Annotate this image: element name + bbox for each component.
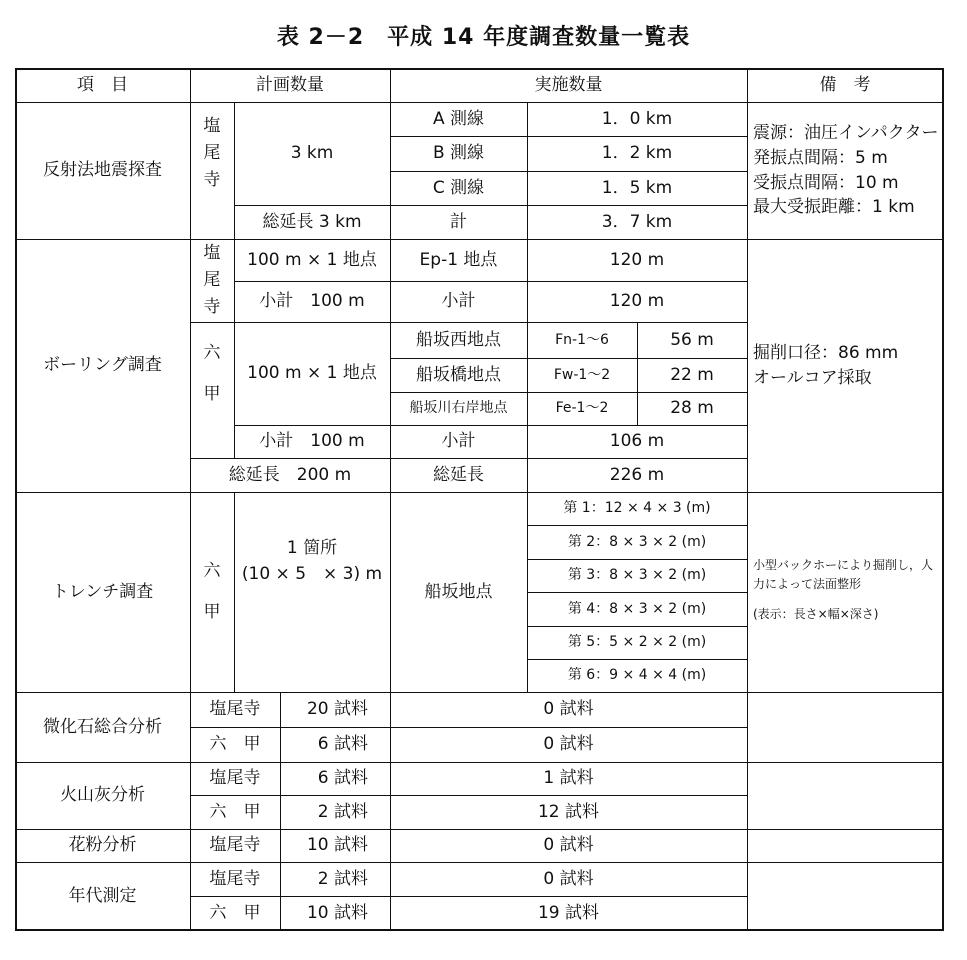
remark-line: オールコア採取 — [753, 367, 872, 388]
hline-micro — [15, 762, 944, 763]
hline — [190, 458, 747, 459]
analysis-actual: 0 試料 — [543, 835, 594, 856]
boring-site1-subtotal-actual: 120 m — [609, 291, 665, 312]
boring-remarks — [753, 239, 943, 492]
boring-point-depth: 22 m — [670, 364, 714, 385]
vline-actual — [747, 69, 748, 930]
analysis-plan: 10 試料 — [306, 902, 368, 923]
hline-pollen — [15, 862, 944, 863]
plan-total: 総延長 3 km — [262, 211, 362, 232]
remark-line: 掘削口径：86 mm — [753, 342, 899, 363]
item-pollen: 花粉分析 — [68, 835, 137, 856]
analysis-actual: 1 試料 — [543, 768, 594, 789]
item-dating: 年代測定 — [68, 885, 137, 906]
hline — [527, 559, 747, 560]
header-plan: 計画数量 — [256, 75, 324, 96]
hline — [527, 626, 747, 627]
line-c-label: C 測線 — [432, 177, 485, 198]
boring-point-code: Fw-1〜2 — [553, 366, 611, 383]
analysis-site: 塩尾寺 — [209, 835, 261, 856]
boring-total-actual: 226 m — [609, 464, 665, 485]
site-enbiji-reflection — [190, 102, 234, 205]
boring-point-code: Fe-1〜2 — [555, 400, 609, 417]
remark-line: 最大受振距離：1 km — [753, 197, 915, 218]
hline — [527, 525, 747, 526]
hline — [234, 205, 747, 206]
vline-depth — [637, 322, 638, 425]
item-reflection-seismic: 反射法地震探査 — [43, 160, 162, 181]
analysis-actual: 0 試料 — [543, 699, 594, 720]
table-title: 表 2－2 平成 14 年度調査数量一覧表 — [276, 25, 691, 50]
trench-item: 第 4：8 × 3 × 2 (m) — [567, 600, 707, 617]
hline — [390, 171, 747, 172]
trench-plan — [234, 492, 390, 692]
site-char: 塩 — [203, 242, 221, 263]
item-volcanic-ash: 火山灰分析 — [60, 785, 145, 806]
remark-line: 力によって法面整形 — [753, 577, 862, 592]
plan-amount: 3 km — [290, 143, 334, 164]
boring-site1-plan: 100 m × 1 地点 — [247, 249, 377, 270]
analysis-actual: 12 試料 — [537, 801, 600, 822]
hline — [190, 896, 747, 897]
analysis-plan: 2 試料 — [317, 868, 368, 889]
trench-item: 第 1：12 × 4 × 3 (m) — [563, 500, 711, 517]
site-char: 尾 — [203, 142, 221, 163]
border-top — [15, 68, 944, 70]
hline — [234, 425, 747, 426]
header-actual: 実施数量 — [534, 75, 603, 96]
hline-reflection — [15, 239, 944, 240]
remark-line: 小型バックホーにより掘削し，人 — [753, 558, 934, 573]
boring-total-plan: 総延長 200 m — [228, 464, 352, 485]
border-right — [942, 68, 944, 931]
hline — [390, 392, 747, 393]
hline — [390, 358, 747, 359]
boring-point-depth: 56 m — [670, 329, 714, 350]
site-enbiji-boring — [190, 239, 234, 322]
analysis-plan: 20 試料 — [306, 699, 368, 720]
site-char: 尾 — [203, 269, 221, 290]
remark-line: 震源：油圧インパクター — [753, 123, 939, 144]
boring-site1-actual: 120 m — [609, 249, 665, 270]
boring-site2-plan: 100 m × 1 地点 — [247, 363, 377, 384]
item-boring: ボーリング調査 — [43, 355, 162, 376]
analysis-site: 塩尾寺 — [209, 868, 261, 889]
site-rokko-boring — [190, 322, 234, 425]
hline-trench — [15, 692, 944, 693]
vline-plan — [390, 69, 391, 930]
reflection-remarks — [753, 102, 943, 239]
boring-site1-subtotal-plan: 小計 100 m — [259, 291, 365, 312]
trench-plan-count: 1 箇所 — [286, 538, 338, 558]
line-c-value: 1．5 km — [601, 177, 673, 198]
vline-actual-split — [527, 239, 528, 492]
line-b-label: B 測線 — [432, 143, 485, 164]
remark-line: (表示：長さ×幅×深さ) — [753, 606, 879, 621]
reflection-total-label: 計 — [450, 211, 467, 232]
trench-item: 第 2：8 × 3 × 2 (m) — [567, 533, 707, 550]
boring-point-name: 船坂西地点 — [416, 329, 501, 350]
site-char: 塩 — [203, 115, 221, 136]
site-char: 甲 — [203, 383, 221, 404]
trench-item: 第 3：8 × 3 × 2 (m) — [567, 567, 707, 584]
hline — [234, 281, 747, 282]
boring-site2-subtotal-actual: 106 m — [609, 431, 665, 452]
boring-total-label: 総延長 — [433, 464, 484, 485]
boring-point-code: Fn-1〜6 — [555, 331, 609, 348]
remark-line: 受振点間隔：10 m — [753, 172, 899, 193]
border-bottom — [15, 929, 944, 931]
boring-site1-subtotal-label: 小計 — [441, 291, 476, 312]
analysis-site: 塩尾寺 — [209, 768, 261, 789]
header-remarks: 備 考 — [819, 75, 871, 96]
remark-line: 発振点間隔：5 m — [753, 147, 888, 168]
analysis-plan: 2 試料 — [317, 801, 368, 822]
site-char: 六 — [203, 561, 221, 582]
boring-point-depth: 28 m — [670, 398, 714, 419]
vline-site — [234, 492, 235, 692]
hline — [190, 727, 747, 728]
trench-remarks — [753, 540, 943, 640]
analysis-site: 六 甲 — [209, 734, 261, 755]
analysis-actual: 19 試料 — [537, 902, 600, 923]
vline-item — [190, 69, 191, 930]
hline — [527, 659, 747, 660]
boring-point-name: 船坂川右岸地点 — [409, 400, 508, 417]
site-char: 甲 — [203, 602, 221, 622]
hline — [190, 322, 747, 323]
hline — [527, 592, 747, 593]
line-a-label: A 測線 — [432, 108, 485, 129]
site-char: 寺 — [203, 170, 221, 191]
analysis-plan: 10 試料 — [306, 835, 368, 856]
hline-header — [15, 102, 944, 103]
border-left — [15, 68, 17, 931]
analysis-site: 塩尾寺 — [209, 699, 261, 720]
line-b-value: 1．2 km — [601, 143, 673, 164]
hline-boring — [15, 492, 944, 493]
trench-item: 第 5：5 × 2 × 2 (m) — [567, 634, 707, 651]
analysis-site: 六 甲 — [209, 902, 261, 923]
analysis-plan: 6 試料 — [317, 734, 368, 755]
boring-point-name: 船坂橋地点 — [416, 364, 501, 385]
analysis-actual: 0 試料 — [543, 734, 594, 755]
site-char: 六 — [203, 342, 221, 363]
analysis-site: 六 甲 — [209, 801, 261, 822]
trench-plan-size: (10 × 5 × 3) m — [241, 563, 383, 584]
hline-ash — [15, 829, 944, 830]
hline — [190, 795, 747, 796]
site-char: 寺 — [203, 297, 221, 318]
trench-point: 船坂地点 — [424, 581, 493, 602]
line-a-value: 1．0 km — [601, 108, 673, 129]
boring-site2-subtotal-plan: 小計 100 m — [259, 431, 365, 452]
boring-site2-subtotal-label: 小計 — [441, 431, 476, 452]
site-rokko-trench — [190, 492, 234, 692]
reflection-total-value: 3．7 km — [601, 211, 673, 232]
analysis-plan: 6 試料 — [317, 768, 368, 789]
item-trench: トレンチ調査 — [51, 581, 154, 602]
analysis-actual: 0 試料 — [543, 868, 594, 889]
header-item: 項 目 — [77, 75, 128, 96]
trench-item: 第 6：9 × 4 × 4 (m) — [567, 667, 707, 684]
boring-site1-point: Ep-1 地点 — [419, 249, 498, 270]
item-microfossil: 微化石総合分析 — [43, 716, 162, 737]
vline-site — [234, 102, 235, 239]
hline — [390, 136, 747, 137]
